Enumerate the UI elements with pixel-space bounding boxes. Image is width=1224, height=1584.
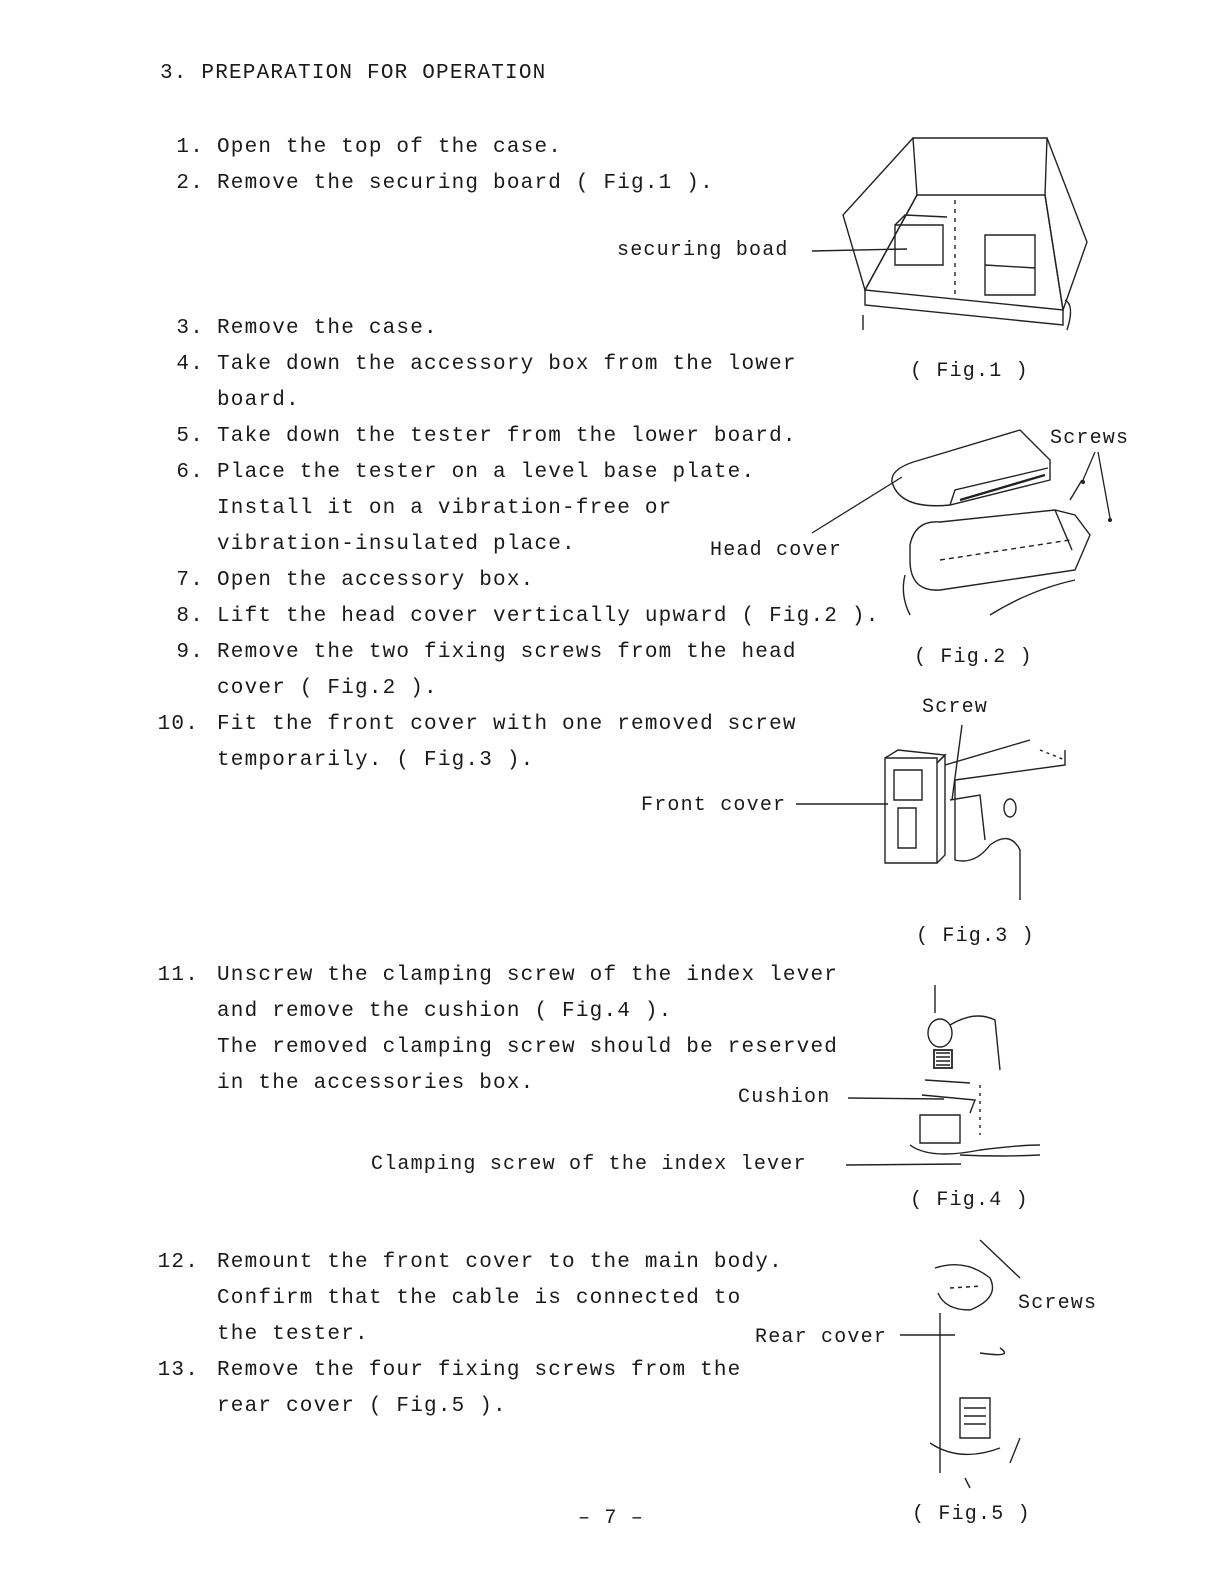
section-heading: 3. PREPARATION FOR OPERATION — [160, 62, 547, 85]
step-text: Install it on a vibration-free or — [217, 497, 673, 520]
step-number: 7. — [176, 569, 204, 592]
fig4-caption: ( Fig.4 ) — [910, 1189, 1029, 1212]
page-number: – 7 – — [578, 1507, 645, 1530]
screw-label: Screw — [922, 696, 989, 719]
fig2-caption: ( Fig.2 ) — [914, 646, 1033, 669]
securing-board-label: securing boad — [617, 239, 789, 262]
step-text: and remove the cushion ( Fig.4 ). — [217, 1000, 673, 1023]
case-illustration — [835, 130, 1100, 335]
step-text: Remove the four fixing screws from the — [217, 1359, 742, 1382]
step-text: Open the accessory box. — [217, 569, 535, 592]
front-cover-label: Front cover — [641, 794, 787, 817]
step-number: 10. — [157, 713, 199, 736]
step-text: cover ( Fig.2 ). — [217, 677, 438, 700]
step-number: 11. — [157, 964, 199, 987]
screws-label: Screws — [1018, 1292, 1098, 1315]
step-text: Remove the case. — [217, 317, 438, 340]
step-text: Lift the head cover vertically upward ( Fig.2 ). — [217, 605, 880, 628]
leader-line — [848, 1094, 948, 1104]
step-text: Remove the securing board ( Fig.1 ). — [217, 172, 714, 195]
head-cover-label: Head cover — [710, 539, 843, 562]
step-text: Take down the accessory box from the lower — [217, 353, 797, 376]
step-text: in the accessories box. — [217, 1072, 535, 1095]
step-text: Open the top of the case. — [217, 136, 563, 159]
fig3-caption: ( Fig.3 ) — [916, 925, 1035, 948]
step-text: Remount the front cover to the main body. — [217, 1251, 783, 1274]
step-text: The removed clamping screw should be reserved — [217, 1036, 839, 1059]
leader-line — [812, 240, 912, 260]
step-text: Take down the tester from the lower board. — [217, 425, 797, 448]
screws-label: Screws — [1050, 427, 1130, 450]
step-text: Unscrew the clamping screw of the index lever — [217, 964, 839, 987]
front-cover-illustration — [880, 720, 1070, 905]
fig5-caption: ( Fig.5 ) — [912, 1503, 1031, 1526]
step-number: 4. — [176, 353, 204, 376]
step-number: 3. — [176, 317, 204, 340]
clamping-screw-label: Clamping screw of the index lever — [371, 1153, 807, 1176]
step-number: 13. — [157, 1359, 199, 1382]
leader-line — [810, 475, 905, 535]
step-text: rear cover ( Fig.5 ). — [217, 1395, 507, 1418]
step-text: Fit the front cover with one removed screw — [217, 713, 797, 736]
step-number: 2. — [176, 172, 204, 195]
step-number: 12. — [157, 1251, 199, 1274]
rear-cover-illustration — [920, 1238, 1030, 1488]
fig1-caption: ( Fig.1 ) — [910, 360, 1029, 383]
screw-leaders — [1070, 450, 1120, 530]
step-number: 5. — [176, 425, 204, 448]
step-text: Place the tester on a level base plate. — [217, 461, 756, 484]
step-number: 9. — [176, 641, 204, 664]
step-number: 6. — [176, 461, 204, 484]
leader-line — [846, 1160, 966, 1170]
leader-line — [796, 800, 891, 810]
step-text: vibration-insulated place. — [217, 533, 576, 556]
step-text: Remove the two fixing screws from the head — [217, 641, 797, 664]
index-lever-illustration — [900, 985, 1045, 1175]
step-text: Confirm that the cable is connected to — [217, 1287, 742, 1310]
step-number: 1. — [176, 136, 204, 159]
rear-cover-label: Rear cover — [755, 1326, 888, 1349]
step-number: 8. — [176, 605, 204, 628]
step-text: board. — [217, 389, 300, 412]
step-text: the tester. — [217, 1323, 369, 1346]
leader-line — [900, 1331, 960, 1341]
cushion-label: Cushion — [738, 1086, 831, 1109]
step-text: temporarily. ( Fig.3 ). — [217, 749, 535, 772]
